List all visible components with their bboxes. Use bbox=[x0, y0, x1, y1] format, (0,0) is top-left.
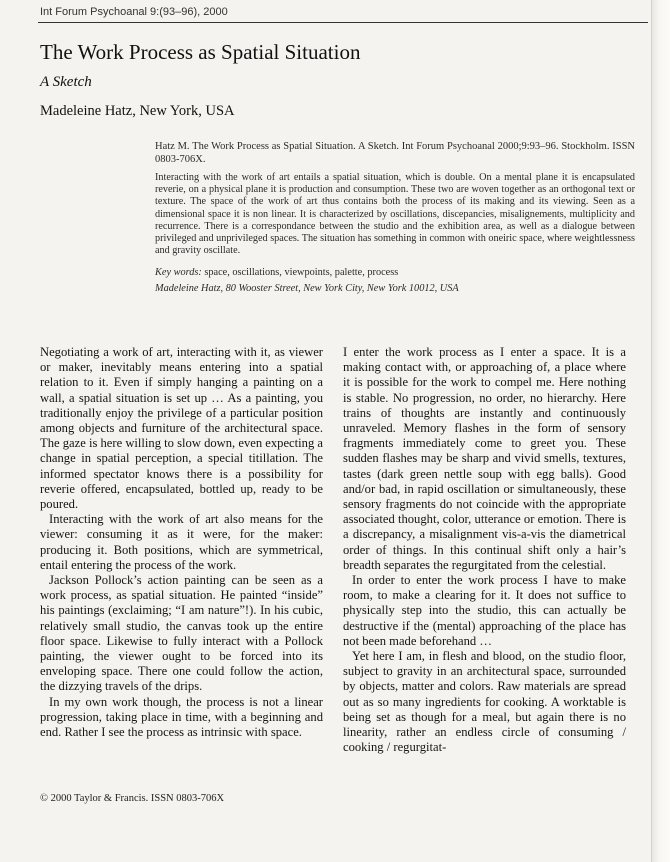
citation: Hatz M. The Work Process as Spatial Situation. A Sketch. Int Forum Psychoanal 2000;9:93–96. Stockholm. ISSN 0803-706X. bbox=[155, 141, 635, 165]
abstract-text: Interacting with the work of art entails a spatial situation, which is double. On a mental plane it is encapsulated reverie, on a physical plane it is production and consumption. These two are woven together as an orthogonal text or texture. The space of the work of art thus contains both the process of its making and its viewing. Seen as a dimensional space it is non linear. It is characterized by oscillations, discepancies, misalignements, multiplicity and recurrence. There is a correspondance between the studio and the exhibition area, as well as a dialogue between privileged and unprivileged spaces. The situation has something in common with oneiric space, where weightlessness and gravity oscillate. bbox=[155, 172, 635, 257]
article-title: The Work Process as Spatial Situation bbox=[40, 40, 361, 64]
copyright-footer: © 2000 Taylor & Francis. ISSN 0803-706X bbox=[40, 793, 225, 804]
paragraph: Jackson Pollock’s action painting can be seen as a work process, as spatial situation. He painted “inside” his paintings (exclaiming; “I am nature”!). In his cubic, relatively small studio, the canvas took up the entire floor space. Likewise to fully interact with a Pollock painting, the viewer ought to be forced into its enveloping space. There one could follow the action, the dizzying travels of the drips. bbox=[40, 573, 323, 694]
author-address: Madeleine Hatz, 80 Wooster Street, New York City, New York 10012, USA bbox=[155, 282, 459, 294]
paragraph: In order to enter the work process I have to make room, to make a clearing for it. It does not suffice to physically step into the studio, this can actually be destructive if the (mental) approaching of the place has not been made beforehand … bbox=[343, 573, 626, 648]
body-column-right bbox=[343, 345, 626, 755]
paragraph: I enter the work process as I enter a space. It is a making contact with, or approaching of, a place where it is possible for the work to compel me. Here nothing is stable. No progression, no order, no hierarchy. Here trains of thoughts are instantly and continuously unraveled. Memory flashes in the form of sensory fragments immediately come to greet you. These sudden flashes may be sharp and vivid smells, textures, tastes (dark green nettle soup with egg balls). Good and/or bad, in rapid oscillation or simultaneously, these sensory fragments do not coincide with the appropriate associated thought, color, utterance or emotion. There is a discrepancy, a misalignment vis-a-vis the diametrical order of things. In this continual shift only a hair’s breadth separates the regurgitated from the celestial. bbox=[343, 345, 626, 572]
header-rule bbox=[38, 22, 648, 23]
paragraph: Negotiating a work of art, interacting with it, as viewer or maker, inevitably means entering into a spatial relation to it. Even if simply hanging a painting on a wall, a spatial situation is set up … As a painting, you traditionally enjoy the privilege of a particular position among objects and furniture of the architectural space. The gaze is here willing to slow down, even expecting a change in spatial perception, a special titillation. The informed spectator knows there is a possibility for reverie offered, encapsulated, bottled up, ready to be poured. bbox=[40, 345, 323, 512]
paragraph: Yet here I am, in flesh and blood, on the studio floor, subject to gravity in an architectural space, surrounded by objects, matter and colors. Raw materials are spread out as so many ingredients for cooking. A worktable is being set as though for a meal, but again there is no linearity, rather an endless circle of consuming / cooking / regurgitat- bbox=[343, 649, 626, 755]
paragraph: In my own work though, the process is not a linear progression, taking place in time, with a beginning and end. Rather I see the process as intrinsic with space. bbox=[40, 694, 323, 740]
body-column-left bbox=[40, 345, 323, 740]
author-line: Madeleine Hatz, New York, USA bbox=[40, 103, 235, 119]
article-subtitle: A Sketch bbox=[40, 74, 92, 90]
keywords bbox=[155, 267, 635, 279]
page-edge bbox=[651, 0, 670, 862]
paragraph: Interacting with the work of art also means for the viewer: consuming it as it were, for the maker: producing it. Both positions, which are symmetrical, entail entering the process of the work. bbox=[40, 512, 323, 572]
abstract-block bbox=[155, 140, 635, 295]
keywords-list: space, oscillations, viewpoints, palette, process bbox=[204, 267, 399, 279]
keywords-label: Key words: bbox=[155, 267, 202, 279]
running-head: Int Forum Psychoanal 9:(93–96), 2000 bbox=[40, 6, 228, 18]
